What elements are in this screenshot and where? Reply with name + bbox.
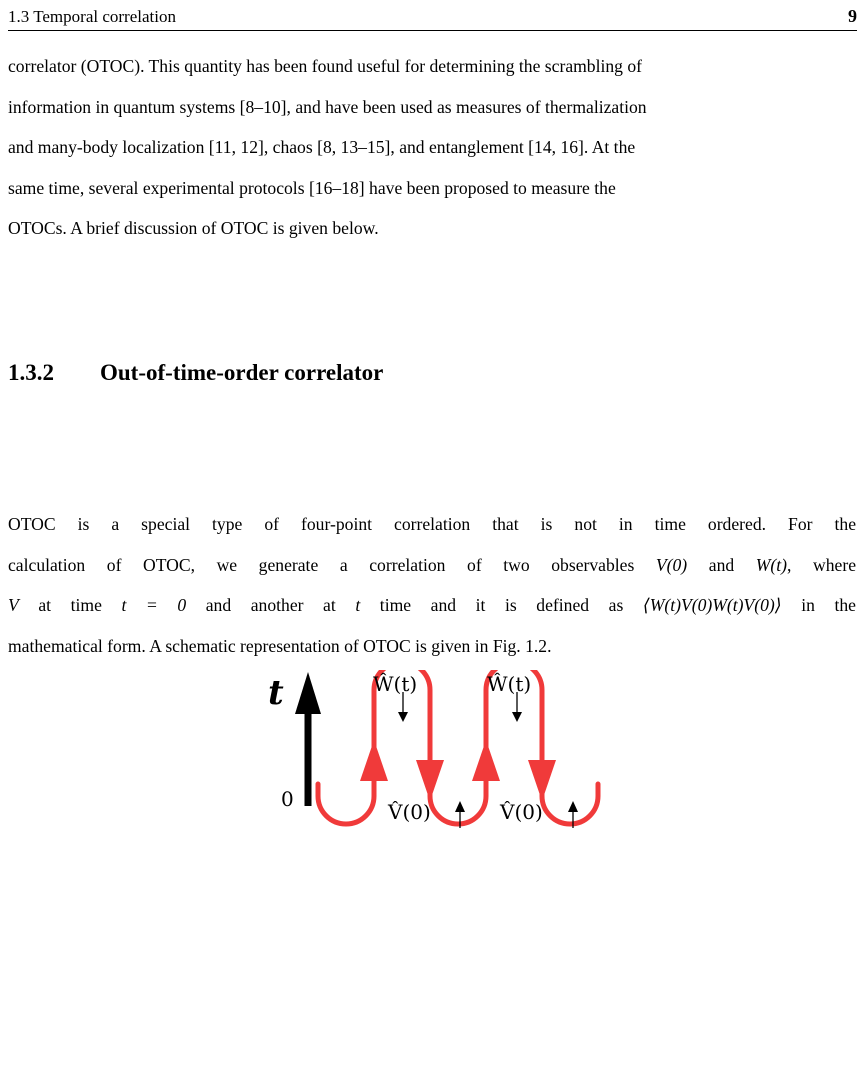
text-line	[8, 545, 856, 586]
v-label-1: V̂(0)	[388, 800, 431, 824]
text-line: correlator (OTOC). This quantity has been found useful for determining the scrambling of	[8, 56, 643, 76]
text-line: mathematical form. A schematic representation of OTOC is given in Fig. 1.2.	[8, 635, 552, 656]
paragraph-otoc-definition	[8, 504, 856, 666]
math-v0: V(0)	[655, 554, 688, 575]
math-v: V	[8, 595, 19, 615]
math-t-eq-0: t = 0	[121, 595, 187, 615]
v-pointer-1-head	[455, 801, 465, 812]
section-title: Out-of-time-order correlator	[100, 360, 384, 385]
text-span: in the	[781, 595, 856, 615]
w-label-1: Ŵ(t)	[373, 672, 418, 696]
page-number: 9	[848, 6, 857, 26]
text-span: , where	[787, 554, 856, 575]
w-pointer-1-head	[398, 712, 408, 722]
math-t: t	[355, 595, 361, 615]
time-axis-label: t	[268, 673, 284, 713]
text-span: calculation of OTOC, we generate a correlation of two observables	[8, 554, 656, 575]
text-line	[8, 585, 856, 626]
v-label-2: V̂(0)	[500, 800, 543, 824]
math-wt: W(t)	[755, 554, 788, 575]
running-section-title: 1.3 Temporal correlation	[8, 7, 176, 26]
text-line: and many-body localization [11, 12], chaos [8, 13–15], and entanglement [14, 16]. At the	[8, 137, 636, 157]
text-line: OTOC is a special type of four-point correlation that is not in time ordered. For the	[8, 514, 856, 534]
w-pointer-2-head	[512, 712, 522, 722]
text-line: OTOCs. A brief discussion of OTOC is given below.	[8, 218, 379, 238]
text-span: and	[687, 554, 756, 575]
text-line: same time, several experimental protocols [16–18] have been proposed to measure the	[8, 177, 616, 198]
paragraph-otoc-intro	[8, 46, 856, 249]
text-span: time and it is defined as	[360, 595, 643, 615]
math-otoc-expression: ⟨W(t)V(0)W(t)V(0)⟩	[642, 595, 782, 615]
origin-label: 0	[281, 787, 294, 811]
v-pointer-2-head	[568, 801, 578, 812]
otoc-schematic-overlay	[0, 670, 865, 1072]
text-line: information in quantum systems [8–10], and have been used as measures of thermalization	[8, 96, 647, 117]
text-span: at time	[18, 595, 122, 615]
page-header	[8, 4, 857, 31]
w-label-2: Ŵ(t)	[487, 672, 532, 696]
section-heading	[8, 360, 383, 386]
text-span: and another at	[186, 595, 356, 615]
section-number: 1.3.2	[8, 360, 54, 385]
